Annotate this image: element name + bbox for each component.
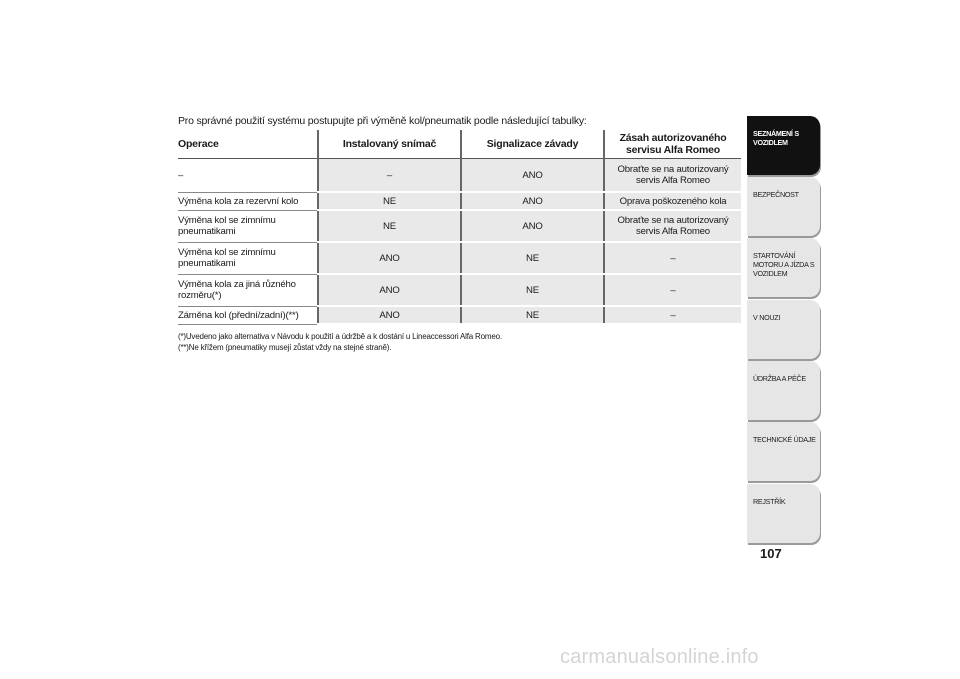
tab-udrzba-a-pece[interactable]: ÚDRŽBA A PÉČE: [747, 361, 820, 420]
tab-rejstrik[interactable]: REJSTŘÍK: [747, 484, 820, 543]
cell-fault-signal: ANO: [461, 192, 604, 210]
cell-sensor: ANO: [318, 242, 461, 274]
cell-fault-signal: ANO: [461, 210, 604, 242]
header-service: Zásah autorizovaného servisu Alfa Romeo: [604, 130, 741, 159]
cell-operation: Výměna kola za rezervní kolo: [178, 192, 318, 210]
cell-service: Oprava poškozeného kola: [604, 192, 741, 210]
tab-v-nouzi[interactable]: V NOUZI: [747, 300, 820, 359]
cell-fault-signal: NE: [461, 306, 604, 324]
footnote: (**)Ne křížem (pneumatiky musejí zůstat vždy na stejné straně).: [178, 343, 392, 352]
cell-sensor: ANO: [318, 274, 461, 306]
cell-fault-signal: NE: [461, 242, 604, 274]
cell-service: –: [604, 242, 741, 274]
cell-sensor: –: [318, 159, 461, 193]
tab-bezpecnost[interactable]: BEZPEČNOST: [747, 177, 820, 236]
cell-service: –: [604, 274, 741, 306]
cell-operation: Výměna kola za jiná různého rozměru(*): [178, 274, 318, 306]
cell-operation: –: [178, 159, 318, 193]
tab-technicke-udaje[interactable]: TECHNICKÉ ÚDAJE: [747, 422, 820, 481]
table-row: [178, 192, 741, 210]
table-row: [178, 159, 741, 193]
footnote: (*)Uvedeno jako alternativa v Návodu k použití a údržbě a k dostání u Lineaccessori Alfa Romeo.: [178, 332, 502, 341]
table-row: [178, 306, 741, 324]
intro-text: Pro správné použití systému postupujte při výměně kol/pneumatik podle následující tabulky:: [178, 115, 587, 127]
tab-seznameni-s-vozidlem[interactable]: SEZNÁMENÍ S VOZIDLEM: [747, 116, 820, 175]
cell-operation: Výměna kol se zimnímu pneumatikami: [178, 242, 318, 274]
cell-service: –: [604, 306, 741, 324]
tab-startovani-motoru[interactable]: STARTOVÁNÍ MOTORU A JÍZDA S VOZIDLEM: [747, 238, 820, 297]
table-header-row: [178, 130, 741, 159]
cell-service: Obraťte se na autorizovaný servis Alfa Romeo: [604, 210, 741, 242]
chapter-tabs: [747, 116, 820, 544]
cell-operation: Záměna kol (přední/zadní)(**): [178, 306, 318, 324]
cell-sensor: ANO: [318, 306, 461, 324]
header-operation: Operace: [178, 130, 318, 159]
table-row: [178, 210, 741, 242]
header-fault-signal: Signalizace závady: [461, 130, 604, 159]
watermark: carmanualsonline.info: [560, 646, 759, 668]
table-row: [178, 242, 741, 274]
table-row: [178, 274, 741, 306]
cell-service: Obraťte se na autorizovaný servis Alfa Romeo: [604, 159, 741, 193]
page-number: 107: [760, 546, 782, 561]
cell-sensor: NE: [318, 192, 461, 210]
footnotes: [178, 331, 738, 353]
cell-fault-signal: NE: [461, 274, 604, 306]
cell-fault-signal: ANO: [461, 159, 604, 193]
cell-operation: Výměna kol se zimnímu pneumatikami: [178, 210, 318, 242]
wheel-change-table: [178, 130, 741, 325]
header-sensor: Instalovaný snímač: [318, 130, 461, 159]
cell-sensor: NE: [318, 210, 461, 242]
